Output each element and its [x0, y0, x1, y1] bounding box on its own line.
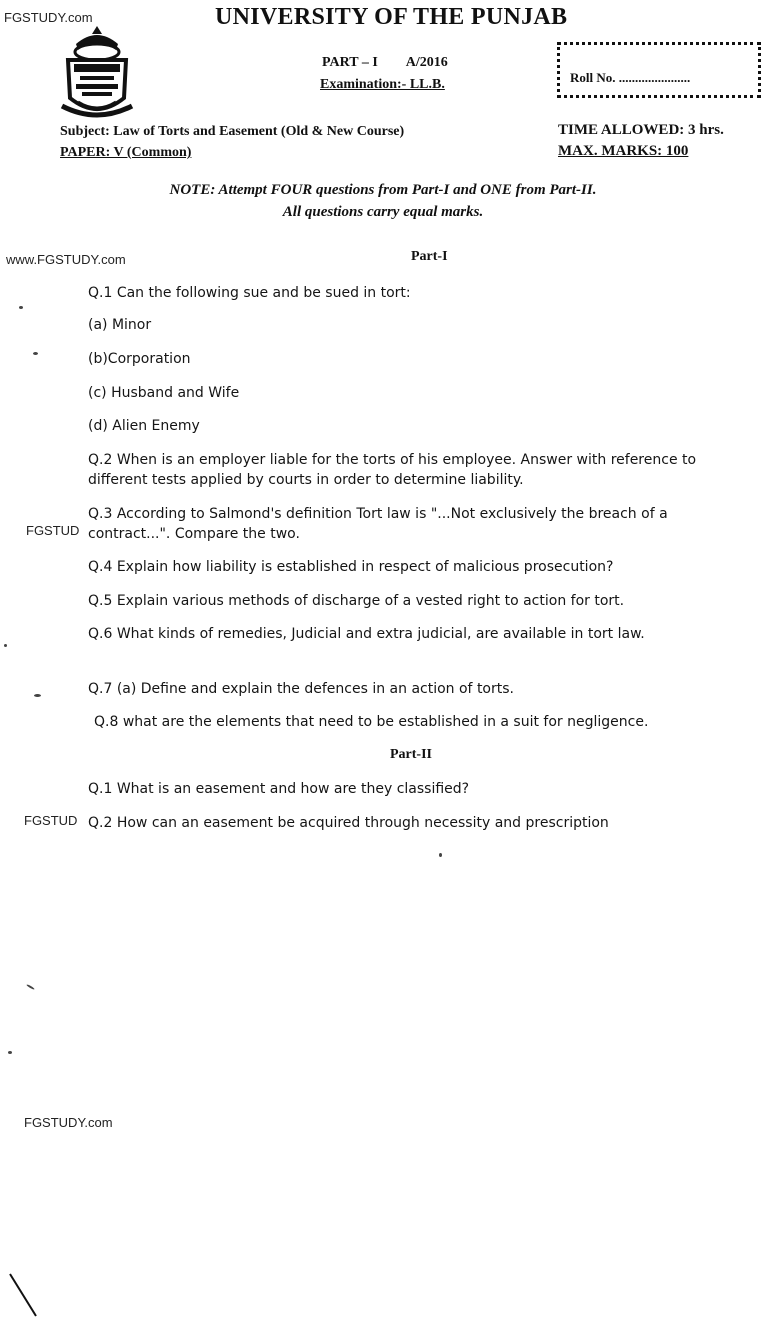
- question-8: Q.8 what are the elements that need to be established in a suit for negligence.: [94, 714, 649, 730]
- part-number: PART – I: [322, 55, 378, 70]
- time-allowed: TIME ALLOWED: 3 hrs.: [558, 122, 724, 138]
- max-marks: MAX. MARKS: 100: [558, 143, 689, 159]
- watermark-www: www.FGSTUDY.com: [6, 252, 126, 267]
- examination-label: Examination:- LL.B.: [320, 77, 445, 92]
- scan-speck: [439, 853, 442, 857]
- part-1-heading: Part-I: [411, 249, 448, 264]
- question-5: Q.5 Explain various methods of discharge of a vested right to action for tort.: [88, 593, 625, 609]
- scan-speck: [33, 352, 38, 355]
- part-label: [322, 55, 448, 71]
- watermark-lower: FGSTUD: [24, 813, 78, 828]
- scan-speck: [26, 984, 35, 990]
- question-1-item-d: (d) Alien Enemy: [88, 418, 200, 434]
- question-1-item-b: (b)Corporation: [88, 351, 191, 367]
- scan-speck: [34, 694, 41, 697]
- question-1-item-a: (a) Minor: [88, 317, 152, 333]
- scan-mark: [8, 1270, 40, 1320]
- question-6: Q.6 What kinds of remedies, Judicial and extra judicial, are available in tort law.: [88, 626, 645, 642]
- question-7: Q.7 (a) Define and explain the defences in an action of torts.: [88, 681, 514, 697]
- subject-line: Subject: Law of Torts and Easement (Old & New Course): [60, 124, 405, 139]
- note-line-1: NOTE: Attempt FOUR questions from Part-I and ONE from Part-II.: [169, 182, 597, 198]
- university-crest-logo: [58, 20, 136, 122]
- roll-number-label: Roll No. ......................: [570, 70, 691, 85]
- paper-line: PAPER: V (Common): [60, 145, 192, 160]
- note-line-2: All questions carry equal marks.: [282, 204, 484, 220]
- watermark-mid: FGSTUD: [26, 523, 80, 538]
- question-1-item-c: (c) Husband and Wife: [88, 385, 240, 401]
- watermark-bottom: FGSTUDY.com: [24, 1115, 113, 1130]
- part-2-question-2: Q.2 How can an easement be acquired through necessity and prescription: [88, 815, 609, 831]
- question-1: Q.1 Can the following sue and be sued in tort:: [88, 285, 411, 301]
- scan-speck: [4, 644, 7, 647]
- question-4: Q.4 Explain how liability is established in respect of malicious prosecution?: [88, 559, 614, 575]
- part-2-question-1: Q.1 What is an easement and how are they classified?: [88, 781, 470, 797]
- scan-speck: [8, 1051, 12, 1054]
- question-3: Q.3 According to Salmond's definition Tort law is "...Not exclusively the breach of a contract...". Compare the two.: [88, 506, 668, 542]
- question-2: Q.2 When is an employer liable for the torts of his employee. Answer with reference to different tests applied by courts in order to determine liability.: [88, 452, 697, 488]
- university-title: UNIVERSITY OF THE PUNJAB: [215, 4, 568, 30]
- scan-speck: [19, 306, 23, 309]
- watermark-top: FGSTUDY.com: [4, 10, 93, 25]
- part-2-heading: Part-II: [390, 747, 432, 762]
- exam-year: A/2016: [405, 55, 448, 70]
